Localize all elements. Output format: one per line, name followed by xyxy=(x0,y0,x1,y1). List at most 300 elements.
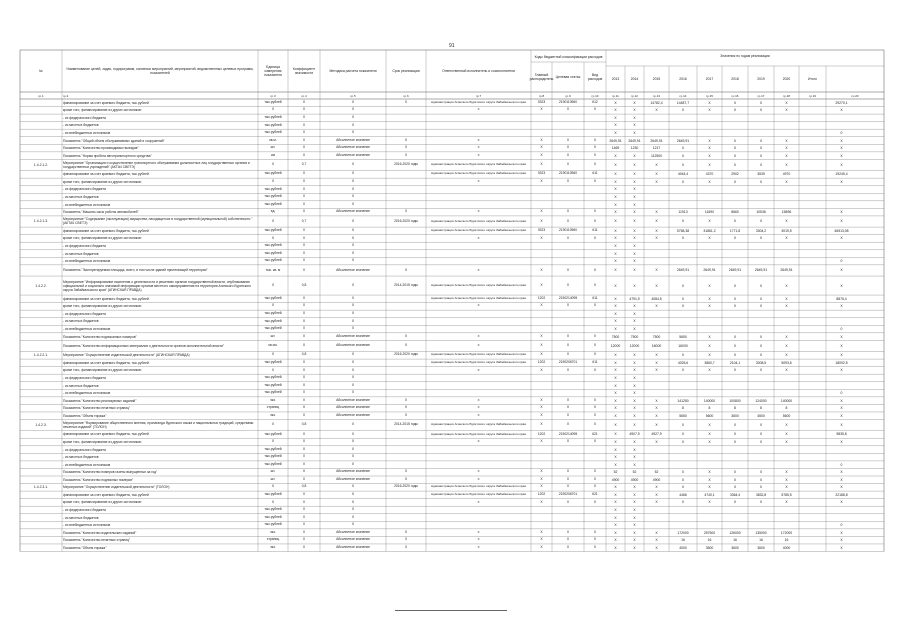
year-value: Х xyxy=(614,440,617,445)
row-title: - из внебюджетных источников xyxy=(63,391,111,396)
row-title: - из федерального бюджета xyxy=(63,115,106,120)
year-value: Х xyxy=(633,268,636,273)
year-value: Х xyxy=(633,440,636,445)
cell-resp: Администрация Агинского Бурятского округа Забайкальского края xyxy=(430,99,527,104)
column-header: Наименование целей, задач, подпрограмм, основных мероприятий, мероприятий, ведомственных целевых программ, показателей xyxy=(66,66,254,75)
year-value: Х xyxy=(633,179,636,184)
year-value: 257500 xyxy=(703,530,716,535)
cell-cs: Х xyxy=(566,469,570,474)
year-value: 12000 xyxy=(610,343,621,348)
total-value: Х xyxy=(840,236,843,241)
total-value: Х xyxy=(840,485,843,490)
cell-meth: Х xyxy=(351,235,355,240)
cell-vr: Х xyxy=(593,469,597,474)
cell-meth: Х xyxy=(351,194,355,199)
year-value: 16 xyxy=(733,538,737,543)
cell-vr: Х xyxy=(593,152,597,157)
cell-meth: Абсолютное значение xyxy=(336,267,370,272)
total-value: Х xyxy=(840,219,843,224)
year-value: Х xyxy=(785,343,788,348)
cell-resp: Х xyxy=(477,529,480,534)
year-value: 140000 xyxy=(780,398,793,403)
year-value: Х xyxy=(614,195,617,200)
cell-term: Х xyxy=(404,343,408,348)
year-value: Х xyxy=(614,368,617,373)
cell-resp: Х xyxy=(477,499,480,504)
row-title: - из местных бюджетов xyxy=(63,123,99,128)
row-title: - из внебюджетных источников xyxy=(63,327,111,332)
total-value: Х xyxy=(840,423,843,428)
year-value: Х xyxy=(633,100,636,105)
year-value: 8660 xyxy=(731,210,739,215)
cell-coef: Х xyxy=(302,499,306,504)
year-value: Х xyxy=(655,304,658,309)
cell-coef: Х xyxy=(302,171,306,176)
year-value: Х xyxy=(785,353,788,358)
year-value: Х xyxy=(633,115,636,120)
cell-unit: Х xyxy=(271,303,275,308)
cell-meth: Х xyxy=(351,311,355,316)
year-value: Х xyxy=(633,130,636,135)
row-title: Показатель "Объем тиража" xyxy=(63,413,107,418)
year-value: 3600 xyxy=(731,545,739,550)
cell-coef: Х xyxy=(302,446,306,451)
year-value: Х xyxy=(614,492,617,497)
column-header: 2013 xyxy=(611,76,620,81)
cell-unit: тыс.рублей xyxy=(264,130,282,135)
cell-cs: Х xyxy=(566,179,570,184)
total-value: Х xyxy=(840,343,843,348)
cell-coef: Х xyxy=(302,311,306,316)
year-value: Х xyxy=(655,485,658,490)
year-value: Х xyxy=(733,423,737,428)
cell-grbs: Х xyxy=(540,137,543,142)
year-value: Х xyxy=(681,296,685,301)
year-value: 3364,4 xyxy=(729,492,741,497)
year-value: Х xyxy=(733,296,737,301)
year-value: 2649,91 xyxy=(728,268,742,273)
year-value: Х xyxy=(759,304,763,309)
cell-vr: 611 xyxy=(592,295,598,300)
cell-unit: тыс.рублей xyxy=(264,186,282,191)
cell-grbs: Х xyxy=(540,282,543,287)
cell-grbs: Х xyxy=(540,544,543,549)
cell-cs: Х xyxy=(566,343,570,348)
column-number: гр.20 xyxy=(851,93,859,98)
year-value: Х xyxy=(614,100,617,105)
cell-vr: Х xyxy=(593,179,597,184)
year-value: Х xyxy=(681,153,685,158)
cell-coef: Х xyxy=(302,507,306,512)
cell-resp: Х xyxy=(477,367,480,372)
cell-unit: экз. xyxy=(270,529,276,534)
cell-meth: Абсолютное значение xyxy=(336,333,370,338)
row-title: Показатель "Количество номеров газеты выпущенных за год" xyxy=(63,470,158,475)
year-value: Х xyxy=(614,455,617,460)
cell-unit: Х xyxy=(271,235,275,240)
column-header: Вид расходов xyxy=(587,72,603,81)
cell-cs: Х xyxy=(566,397,570,402)
year-value: Х xyxy=(633,455,636,460)
cell-meth: Х xyxy=(351,201,355,206)
cell-vr: 621 xyxy=(592,491,598,496)
cell-term: Х xyxy=(404,412,408,417)
total-value: 22188,8 xyxy=(835,492,848,497)
year-value: Х xyxy=(681,162,685,167)
cell-meth: Абсолютное значение xyxy=(336,137,370,142)
cell-cs: 2190214095 xyxy=(558,431,578,436)
total-value: Х xyxy=(840,334,843,339)
cell-grbs: Х xyxy=(540,405,543,410)
row-title: Показатель "Машино-часы работы автомобилей" xyxy=(63,210,139,215)
cell-vr: Х xyxy=(593,107,597,112)
cell-coef: 0,8 xyxy=(301,282,307,287)
year-value: Х xyxy=(633,413,636,418)
column-number: гр.11 xyxy=(612,93,619,98)
cell-grbs: Х xyxy=(540,352,543,357)
cell-meth: Х xyxy=(351,507,355,512)
column-header: 2017 xyxy=(705,76,714,81)
cell-cs: Х xyxy=(566,137,570,142)
row-title: Показатель "Количество подписных номеров" xyxy=(63,477,134,482)
cell-meth: Абсолютное значение xyxy=(336,405,370,410)
cell-cs: Х xyxy=(566,235,570,240)
year-value: Х xyxy=(733,432,737,437)
row-title: Показатель "Количество издательских изданий" xyxy=(63,530,137,535)
total-value: Х xyxy=(840,440,843,445)
cell-meth: Х xyxy=(351,250,355,255)
cell-unit: тыс.рублей xyxy=(264,99,282,104)
year-value: 3019,5 xyxy=(781,228,792,233)
cell-unit: страниц xyxy=(266,537,280,542)
cell-unit: ед. xyxy=(270,209,276,214)
cell-coef: Х xyxy=(302,476,306,481)
year-value: Х xyxy=(708,500,711,505)
cell-resp: Х xyxy=(477,469,480,474)
cell-coef: Х xyxy=(302,514,306,519)
year-value: Х xyxy=(759,477,763,482)
cell-coef: Х xyxy=(302,529,306,534)
column-number: гр.1 xyxy=(38,93,44,98)
cell-meth: Абсолютное значение xyxy=(336,343,370,348)
year-value: Х xyxy=(785,368,788,373)
year-value: Х xyxy=(708,423,711,428)
year-value: Х xyxy=(614,236,617,241)
row-title: Показатель "Количество печатных страниц" xyxy=(63,406,131,411)
year-value: 7500 xyxy=(611,334,620,339)
year-value: Х xyxy=(655,538,658,543)
year-value: 3539 xyxy=(757,172,765,177)
cell-coef: Х xyxy=(302,295,306,300)
year-value: Х xyxy=(785,423,788,428)
year-value: Х xyxy=(633,327,636,332)
year-value: Х xyxy=(614,153,617,158)
year-value: Х xyxy=(633,423,636,428)
column-header: Методика расчета показателя xyxy=(329,68,377,73)
cell-meth: Х xyxy=(351,171,355,176)
year-value: Х xyxy=(614,375,617,380)
cell-coef: 0,8 xyxy=(301,484,307,489)
year-value: Х xyxy=(708,440,711,445)
year-value: Х xyxy=(633,353,636,358)
cell-coef: Х xyxy=(302,227,306,232)
cell-vr: Х xyxy=(593,282,597,287)
cell-coef: Х xyxy=(302,186,306,191)
year-value: Х xyxy=(614,398,617,403)
year-value: Х xyxy=(614,500,617,505)
row-title: - из федерального бюджета xyxy=(63,507,106,512)
cell-resp: Х xyxy=(477,107,480,112)
year-value: Х xyxy=(633,219,636,224)
year-value: Х xyxy=(655,283,658,288)
cell-coef: Х xyxy=(302,250,306,255)
cell-coef: Х xyxy=(302,537,306,542)
year-value: Х xyxy=(633,523,636,528)
cell-grbs: Х xyxy=(540,107,543,112)
cell-resp: Х xyxy=(477,152,480,157)
year-value: 3600 xyxy=(757,545,765,550)
column-number: гр.3 xyxy=(270,93,276,98)
column-number: гр.4 xyxy=(301,93,307,98)
year-value: 2649,91 xyxy=(676,268,690,273)
total-value: Х xyxy=(840,179,843,184)
cell-vr: Х xyxy=(593,439,597,444)
cell-meth: Х xyxy=(351,375,355,380)
column-header: 2014 xyxy=(630,76,639,81)
year-value: Х xyxy=(733,138,737,143)
year-value: 100800 xyxy=(729,398,741,403)
cell-resp: Х xyxy=(477,235,480,240)
cell-cs: Х xyxy=(566,352,570,357)
year-value: Х xyxy=(785,219,788,224)
row-title: - из федерального бюджета xyxy=(63,311,106,316)
year-value: 172000 xyxy=(677,530,689,535)
year-value: Х xyxy=(785,432,788,437)
cell-cs: Х xyxy=(566,412,570,417)
cell-resp: Администрация Агинского Бурятского округа Забайкальского края xyxy=(430,352,527,357)
column-header: 2018 xyxy=(731,76,739,81)
year-value: Х xyxy=(614,268,617,273)
column-number: гр.10 xyxy=(591,93,599,98)
cell-vr: 611 xyxy=(592,171,598,176)
cell-resp: Администрация Агинского Бурятского округа Забайкальского края xyxy=(430,422,527,427)
cell-coef: Х xyxy=(302,243,306,248)
year-value: Х xyxy=(733,485,737,490)
cell-grbs: Х xyxy=(540,152,543,157)
year-value: Х xyxy=(655,162,658,167)
total-value: 0 xyxy=(840,259,843,264)
year-value: Х xyxy=(633,187,636,192)
row-title: - из местных бюджетов xyxy=(63,455,99,460)
cell-term: Х xyxy=(404,145,408,150)
cell-grbs: Х xyxy=(540,499,543,504)
year-value: 7500 xyxy=(630,334,639,339)
year-value: Х xyxy=(633,515,636,520)
year-value: 126000 xyxy=(729,530,741,535)
row-title: Показатель "Общий объем обслуживаемых зданий и сооружений" xyxy=(63,138,165,143)
cell-coef: Х xyxy=(302,343,306,348)
row-title: Показатель "Норма пробега автотранспортного средства" xyxy=(63,153,152,158)
year-value: 4970 xyxy=(782,172,791,177)
cell-cs: Х xyxy=(566,367,570,372)
cell-meth: Абсолютное значение xyxy=(336,152,370,157)
cell-vr: Х xyxy=(593,422,597,427)
year-value: Х xyxy=(614,283,617,288)
cell-unit: тыс. кв. м xyxy=(265,267,281,272)
year-value: 8 xyxy=(760,406,762,411)
row-title: - из внебюджетных источников xyxy=(63,202,111,207)
cell-cs: Х xyxy=(566,422,570,427)
year-value: 1469 xyxy=(611,146,620,151)
cell-coef: Х xyxy=(302,114,306,119)
total-value: 9835,8 xyxy=(836,432,847,437)
cell-unit: тыс.рублей xyxy=(264,514,282,519)
year-value: 4740,1 xyxy=(704,492,715,497)
year-value: Х xyxy=(633,462,636,467)
cell-vr: Х xyxy=(593,367,597,372)
column-header: Срок реализации xyxy=(392,68,420,73)
row-number: 1.4.2.2.1. xyxy=(33,353,49,358)
cell-coef: Х xyxy=(302,397,306,402)
year-value: Х xyxy=(655,492,658,497)
cell-resp: Х xyxy=(477,412,480,417)
cell-coef: Х xyxy=(302,179,306,184)
cell-coef: Х xyxy=(302,390,306,395)
year-value: 8 xyxy=(682,406,684,411)
year-value: Х xyxy=(759,440,763,445)
cell-coef: Х xyxy=(302,209,306,214)
year-value: Х xyxy=(633,251,636,256)
year-value: Х xyxy=(614,507,617,512)
cell-cs: Х xyxy=(566,544,570,549)
year-value: 112500 xyxy=(650,153,663,158)
row-title: - из местных бюджетов xyxy=(63,515,99,520)
year-value: 1771,8 xyxy=(729,228,741,233)
year-value: Х xyxy=(785,100,788,105)
total-value: Х xyxy=(840,398,843,403)
year-value: Х xyxy=(655,108,658,113)
year-value: Х xyxy=(655,228,658,233)
total-value: Х xyxy=(840,477,843,482)
cell-unit: Х xyxy=(271,282,275,287)
year-value: Х xyxy=(614,296,617,301)
cell-meth: Х xyxy=(351,352,355,357)
cell-coef: Х xyxy=(302,431,306,436)
column-number: гр.13 xyxy=(653,93,660,98)
total-value: 29270,1 xyxy=(835,100,848,105)
year-value: 5093,6 xyxy=(781,360,792,365)
cell-unit: тыс.рублей xyxy=(264,375,282,380)
year-value: Х xyxy=(655,210,658,215)
year-value: Х xyxy=(655,236,658,241)
row-title: Показатель "Количество подписанных номеров" xyxy=(63,334,137,339)
cell-term: Х xyxy=(404,397,408,402)
total-value: Х xyxy=(840,138,843,143)
column-number: гр.9 xyxy=(565,93,571,98)
cell-cs: Х xyxy=(566,162,570,167)
year-value: Х xyxy=(614,327,617,332)
total-value: 19245,4 xyxy=(835,172,848,177)
year-value: Х xyxy=(708,470,711,475)
total-value: Х xyxy=(840,470,843,475)
year-value: Х xyxy=(785,283,788,288)
year-value: 4000 xyxy=(679,545,687,550)
year-value: Х xyxy=(655,268,658,273)
cell-meth: Х xyxy=(351,114,355,119)
year-value: Х xyxy=(759,283,763,288)
year-value: 2649,91 xyxy=(628,138,641,143)
column-header: 2020 xyxy=(782,76,791,81)
year-value: Х xyxy=(614,202,617,207)
cell-coef: 0,8 xyxy=(301,352,307,357)
cell-resp: Администрация Агинского Бурятского округа Забайкальского края xyxy=(430,491,527,496)
cell-cs: Х xyxy=(566,303,570,308)
total-value: Х xyxy=(840,153,843,158)
year-value: Х xyxy=(633,530,636,535)
cell-term: 2014-2015 годы xyxy=(394,422,418,427)
total-value: 0 xyxy=(840,391,843,396)
year-value: 16000 xyxy=(651,343,662,348)
cell-term: Х xyxy=(404,476,408,481)
cell-coef: Х xyxy=(302,130,306,135)
column-number: гр.16 xyxy=(731,93,739,98)
cell-unit: тыс.рублей xyxy=(264,507,282,512)
cell-unit: Х xyxy=(271,179,275,184)
cell-meth: Х xyxy=(351,318,355,323)
cell-grbs: Х xyxy=(540,179,543,184)
cell-unit: тыс.рублей xyxy=(264,194,282,199)
year-value: Х xyxy=(633,538,636,543)
year-value: Х xyxy=(785,108,788,113)
year-value: Х xyxy=(633,391,636,396)
row-title: - из федерального бюджета xyxy=(63,187,106,192)
year-value: Х xyxy=(785,236,788,241)
column-number: гр.12 xyxy=(631,93,638,98)
cell-coef: Х xyxy=(302,326,306,331)
cell-unit: экз. xyxy=(270,412,276,417)
cell-coef: Х xyxy=(302,152,306,157)
footer-rule xyxy=(395,610,507,611)
cell-cs: Х xyxy=(566,152,570,157)
total-value: Х xyxy=(840,146,843,151)
cell-coef: Х xyxy=(302,367,306,372)
row-title: - из внебюджетных источников xyxy=(63,259,111,264)
year-value: Х xyxy=(633,153,636,158)
year-value: Х xyxy=(759,432,763,437)
row-title: Мероприятие "Формирование общественного мнения, пропаганда бурятского языка и национальных традиций, средствами печатных изданий" (ТОЛОН) xyxy=(63,421,254,430)
cell-coef: Х xyxy=(302,333,306,338)
cell-unit: тыс.рублей xyxy=(264,243,282,248)
cell-cs: Х xyxy=(566,145,570,150)
cell-coef: Х xyxy=(302,303,306,308)
cell-resp: Администрация Агинского Бурятского округа Забайкальского края xyxy=(430,282,527,287)
row-number: 1.4.2.1.2. xyxy=(33,162,49,167)
year-value: Х xyxy=(708,485,711,490)
year-value: 10536 xyxy=(756,210,766,215)
year-value: Х xyxy=(681,470,685,475)
year-value: 5785,5 xyxy=(781,492,792,497)
cell-grbs: Х xyxy=(540,537,543,542)
year-value: Х xyxy=(759,108,763,113)
year-value: Х xyxy=(733,500,737,505)
cell-cs: Х xyxy=(566,267,570,272)
cell-unit: Х xyxy=(271,107,275,112)
year-value: 16000 xyxy=(678,343,688,348)
year-value: Х xyxy=(655,500,658,505)
year-value: Х xyxy=(785,485,788,490)
cell-unit: экз. xyxy=(270,544,276,549)
cell-coef: Х xyxy=(302,382,306,387)
